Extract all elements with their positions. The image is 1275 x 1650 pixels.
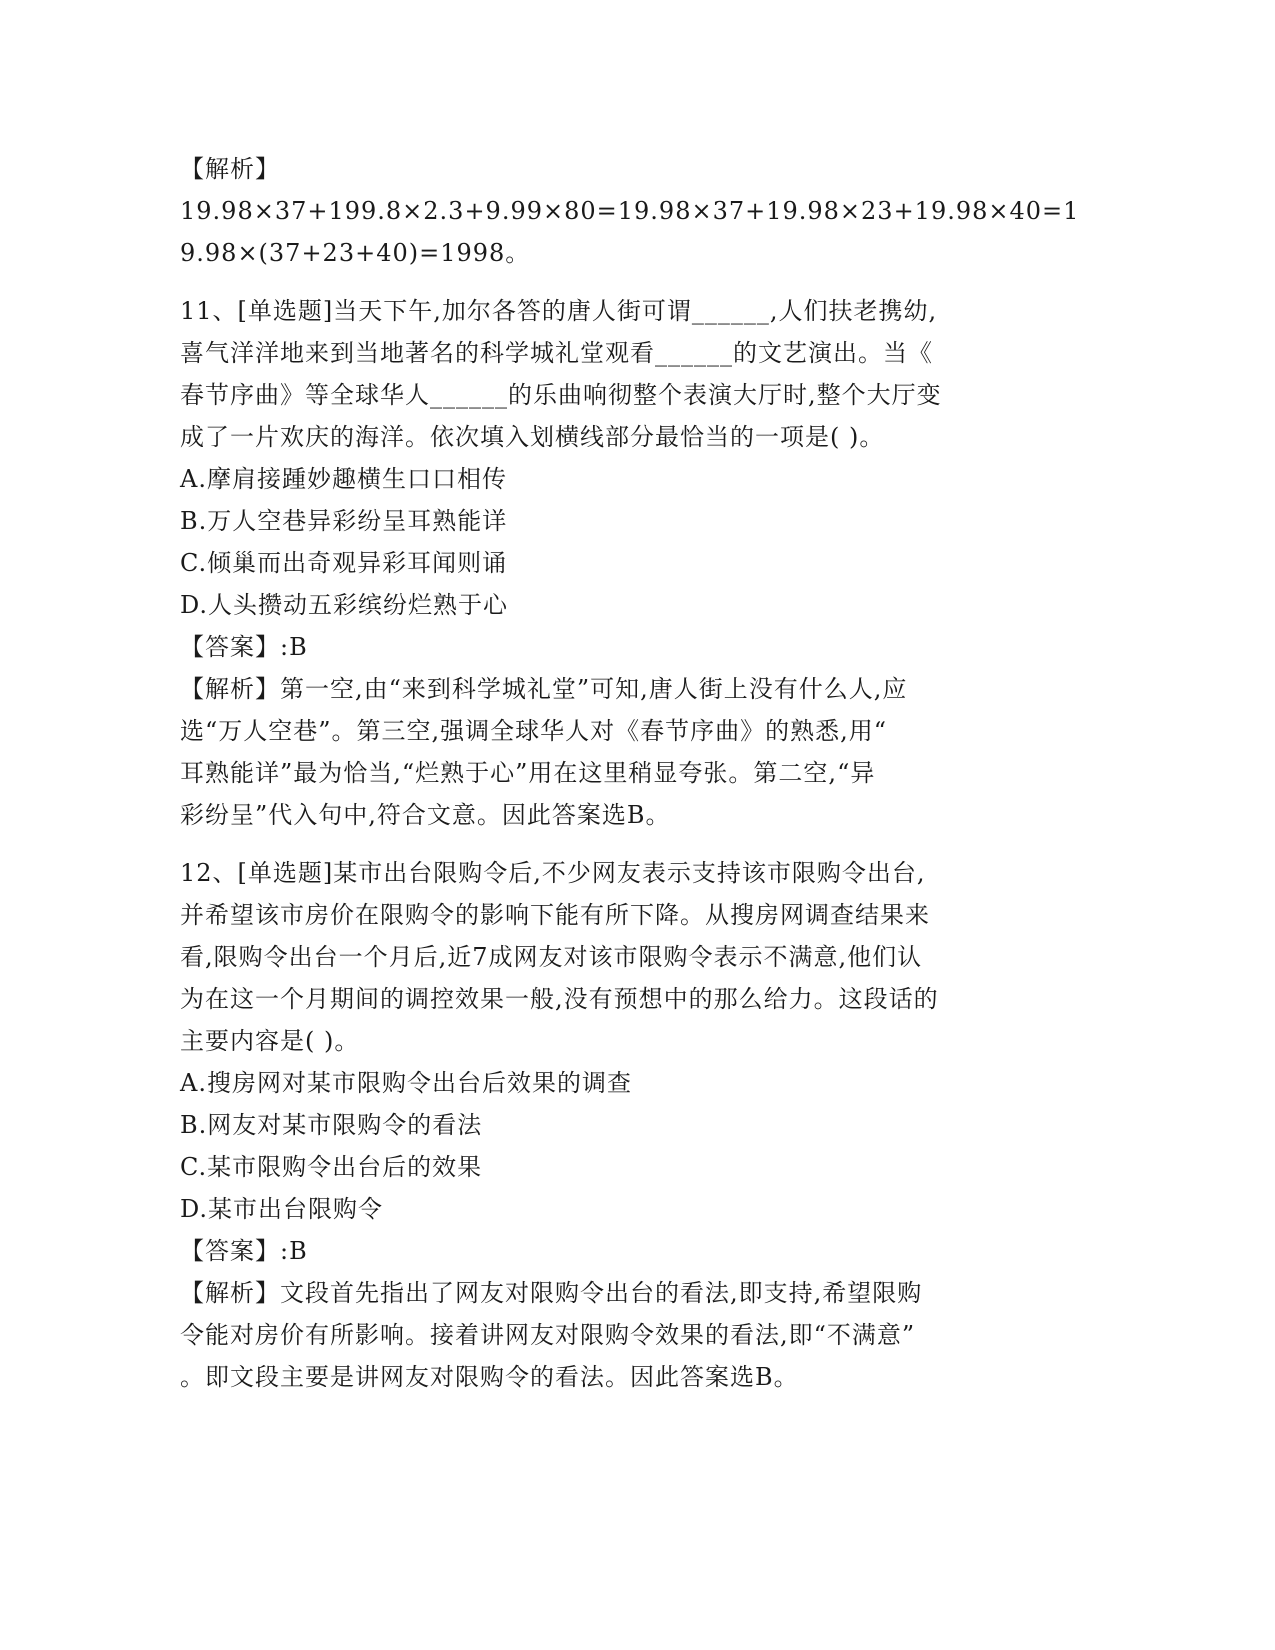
question-stem-line: 主要内容是( )。 [180, 1027, 360, 1055]
option-c: C.某市限购令出台后的效果 [180, 1153, 483, 1181]
analysis-line: 【解析】文段首先指出了网友对限购令出台的看法,即支持,希望限购 [180, 1279, 923, 1307]
answer-line: 【答案】:B [180, 1237, 308, 1265]
formula-line: 19.98×37+199.8×2.3+9.99×80=19.98×37+19.98×23+19.98×40=1 [180, 197, 1080, 225]
question-stem-line: 并希望该市房价在限购令的影响下能有所下降。从搜房网调查结果来 [180, 901, 930, 929]
question-12 [180, 852, 1040, 1398]
question-stem-line: 12、[单选题]某市出台限购令后,不少网友表示支持该市限购令出台, [180, 859, 926, 887]
prev-analysis-block [180, 148, 1080, 274]
analysis-label: 【解析】 [180, 155, 280, 183]
option-b: B.网友对某市限购令的看法 [180, 1111, 483, 1139]
option-d: D.人头攒动五彩缤纷烂熟于心 [180, 591, 509, 619]
analysis-line: 耳熟能详”最为恰当,“烂熟于心”用在这里稍显夸张。第二空,“异 [180, 759, 876, 787]
question-stem-line: 成了一片欢庆的海洋。依次填入划横线部分最恰当的一项是( )。 [180, 423, 885, 451]
question-stem-line: 喜气洋洋地来到当地著名的科学城礼堂观看______的文艺演出。当《 [180, 339, 933, 367]
question-stem-line: 看,限购令出台一个月后,近7成网友对该市限购令表示不满意,他们认 [180, 943, 923, 971]
option-d: D.某市出台限购令 [180, 1195, 384, 1223]
formula-line: 9.98×(37+23+40)=1998。 [180, 239, 531, 267]
document-page [180, 148, 1080, 1398]
question-stem-line: 为在这一个月期间的调控效果一般,没有预想中的那么给力。这段话的 [180, 985, 939, 1013]
analysis-line: 令能对房价有所影响。接着讲网友对限购令效果的看法,即“不满意” [180, 1321, 916, 1349]
analysis-line: 选“万人空巷”。第三空,强调全球华人对《春节序曲》的熟悉,用“ [180, 717, 888, 745]
option-c: C.倾巢而出奇观异彩耳闻则诵 [180, 549, 508, 577]
question-stem-line: 春节序曲》等全球华人______的乐曲响彻整个表演大厅时,整个大厅变 [180, 381, 942, 409]
answer-line: 【答案】:B [180, 633, 308, 661]
analysis-line: 【解析】第一空,由“来到科学城礼堂”可知,唐人街上没有什么人,应 [180, 675, 908, 703]
option-b: B.万人空巷异彩纷呈耳熟能详 [180, 507, 508, 535]
question-stem-line: 11、[单选题]当天下午,加尔各答的唐人街可谓______,人们扶老携幼, [180, 297, 938, 325]
question-11 [180, 290, 1040, 836]
option-a: A.摩肩接踵妙趣横生口口相传 [180, 465, 507, 493]
analysis-line: 彩纷呈”代入句中,符合文意。因此答案选B。 [180, 801, 671, 829]
option-a: A.搜房网对某市限购令出台后效果的调查 [180, 1069, 632, 1097]
analysis-line: 。即文段主要是讲网友对限购令的看法。因此答案选B。 [180, 1363, 799, 1391]
